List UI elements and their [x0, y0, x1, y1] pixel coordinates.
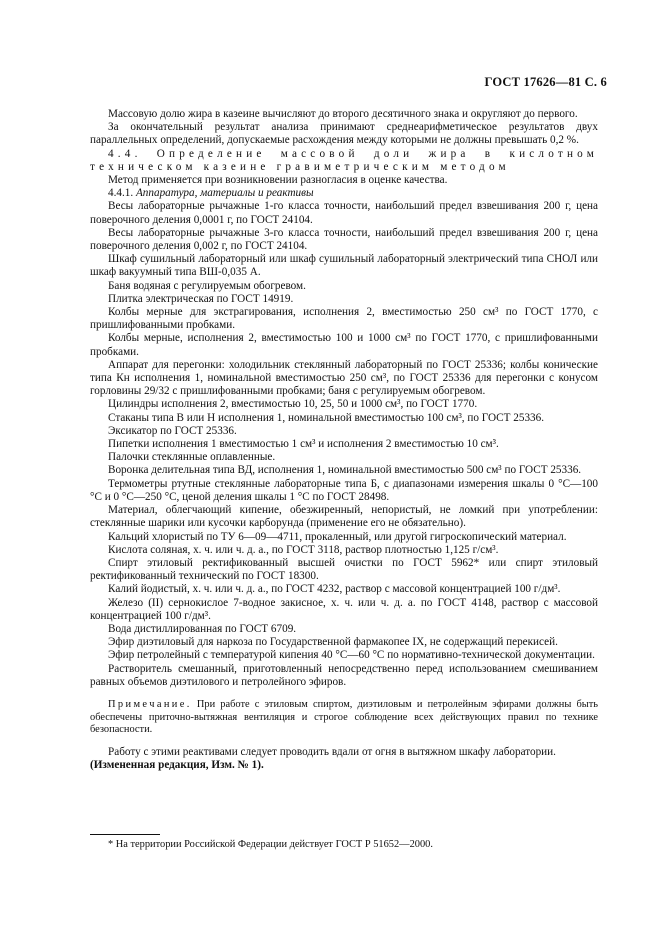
paragraph: Эфир петролейный с температурой кипения 40 °С—60 °С по нормативно-технической документации. — [108, 649, 595, 662]
paragraph: Кислота соляная, х. ч. или ч. д. а., по ГОСТ 3118, раствор плотностью 1,125 г/см³. — [108, 543, 499, 556]
subsection-title: Аппаратура, материалы и реактивы — [135, 187, 314, 200]
paragraph: Колбы мерные для экстрагирования, исполнения 2, вместимостью 250 см³ по ГОСТ 1770, с пришлифованными пробками. — [90, 306, 598, 332]
note — [90, 699, 598, 737]
paragraph: Стаканы типа В или Н исполнения 1, номинальной вместимостью 100 см³, по ГОСТ 25336. — [108, 411, 545, 424]
paragraph: Палочки стеклянные оплавленные. — [108, 451, 276, 464]
section-heading: 4.4. Определение массовой доли жира в кислотном техническом казеине гравиметрическим методом — [90, 147, 598, 173]
subsection-heading — [90, 187, 598, 200]
note-text: При работе с этиловым спиртом, диэтиловым и петролейным эфирами должны быть обеспечены приточно-вытяжная вентиляция и строгое соблюдение всех действующих правил по технике безопасности. — [90, 698, 598, 736]
paragraph: Шкаф сушильный лабораторный или шкаф сушильный лабораторный электрический типа СНОЛ или шкаф вакуумный типа ВШ-0,035 А. — [90, 253, 598, 279]
paragraph: Метод применяется при возникновении разногласия в оценке качества. — [108, 174, 448, 187]
paragraph: Спирт этиловый ректификованный высшей очистки по ГОСТ 5962* или спирт этиловый ректификованный технический по ГОСТ 18300. — [90, 556, 598, 583]
paragraph: Аппарат для перегонки: холодильник стеклянный лабораторный по ГОСТ 25336; колбы конические типа Кн исполнения 1, номинальной вместимостью 250 см³, по ГОСТ 25336 для перегонки с конусом горловины 29/32 с пришлифованными пробками; баня с регулируемым обогревом. — [90, 358, 598, 398]
paragraph: Кальций хлористый по ТУ 6—09—4711, прокаленный, или другой гигроскопический материал. — [108, 530, 567, 543]
note-label: Примечание. — [108, 698, 192, 710]
paragraph: Весы лабораторные рычажные 3-го класса точности, наибольший предел взвешивания 200 г, цена поверочного деления 0,002 г, по ГОСТ 24104. — [90, 226, 598, 253]
subsection-number: 4.4.1. — [108, 187, 136, 200]
footnote: * На территории Российской Федерации действует ГОСТ Р 51652—2000. — [108, 839, 433, 850]
paragraph: Железо (II) сернокислое 7-водное закисное, х. ч. или ч. д. а. по ГОСТ 4148, раствор с массовой концентрацией 100 г/дм³. — [90, 596, 598, 622]
paragraph: Эфир диэтиловый для наркоза по Государственной фармакопее IX, не содержащий перекисей. — [108, 636, 558, 649]
paragraph: Весы лабораторные рычажные 1-го класса точности, наибольший предел взвешивания 200 г, цена поверочного деления 0,0001 г, по ГОСТ 24104. — [90, 200, 598, 226]
paragraph: Калий йодистый, х. ч. или ч. д. а., по ГОСТ 4232, раствор с массовой концентрацией 100 г/дм³. — [108, 583, 561, 596]
amendment-note: (Измененная редакция, Изм. № 1). — [90, 758, 264, 771]
paragraph: Баня водяная с регулируемым обогревом. — [108, 279, 306, 292]
footnote-divider — [90, 834, 160, 835]
paragraph: Материал, облегчающий кипение, обезжиренный, непористый, не ломкий при употреблении: стеклянные шарики или кусочки карборунда (применение его не обязательно). — [90, 504, 598, 530]
paragraph: Плитка электрическая по ГОСТ 14919. — [108, 292, 294, 305]
paragraph: Воронка делительная типа ВД, исполнения 1, номинальной вместимостью 500 см³ по ГОСТ 25336. — [108, 464, 582, 477]
paragraph: Растворитель смешанный, приготовленный непосредственно перед использованием смешиванием равных объемов диэтилового и петролейного эфиров. — [90, 662, 598, 688]
page-header: ГОСТ 17626—81 С. 6 — [484, 75, 607, 89]
paragraph: Термометры ртутные стеклянные лабораторные типа Б, с диапазонами измерения шкалы 0 °С—100 °С и 0 °С—250 °С, ценой деления шкалы 1 °С по ГОСТ 28498. — [90, 477, 598, 503]
paragraph: Пипетки исполнения 1 вместимостью 1 см³ и исполнения 2 вместимостью 10 см³. — [108, 438, 499, 451]
paragraph: Вода дистиллированная по ГОСТ 6709. — [108, 622, 297, 635]
paragraph: Колбы мерные, исполнения 2, вместимостью 100 и 1000 см³ по ГОСТ 1770, с пришлифованными пробками. — [90, 332, 598, 358]
paragraph: Массовую долю жира в казеине вычисляют до второго десятичного знака и округляют до первого. — [108, 108, 578, 120]
paragraph: Эксикатор по ГОСТ 25336. — [108, 424, 237, 437]
paragraph: Работу с этими реактивами следует проводить вдали от огня в вытяжном шкафу лаборатории. — [108, 745, 556, 758]
paragraph: За окончательный результат анализа принимают среднеарифметическое результатов двух параллельных определений, допускаемые расхождения между которыми не должны превышать 0,2 %. — [90, 121, 598, 147]
paragraph: Цилиндры исполнения 2, вместимостью 10, 25, 50 и 1000 см³, по ГОСТ 1770. — [108, 398, 478, 411]
document-body — [90, 108, 598, 772]
